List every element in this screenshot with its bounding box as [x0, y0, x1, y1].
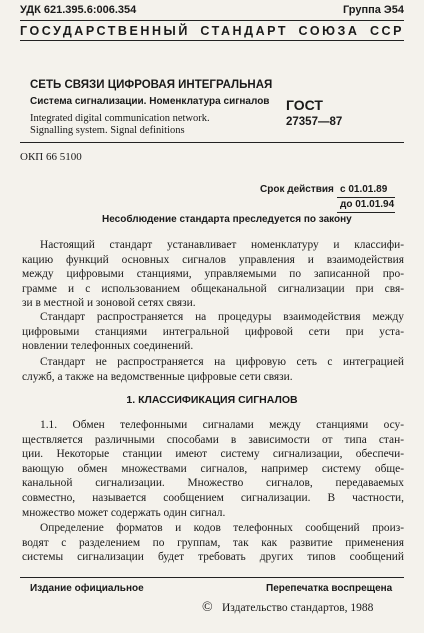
text-line: системы сигнализации будет требовать других типов сообщений — [22, 551, 404, 564]
text-line: грамме и с использованием общеканальной сигнализации при свя- — [22, 282, 404, 295]
intro-paragraph-1 — [22, 238, 404, 311]
text-line: между цифровыми станциями, управляемыми по записанной про- — [22, 268, 404, 281]
udc-code: УДК 621.395.6:006.354 — [20, 4, 137, 16]
text-line: цифровыми станциями интегральной цифровой сети при уста- — [22, 325, 404, 338]
group-code: Группа Э54 — [342, 4, 404, 16]
text-line: зи в местной и зоновой сетях связи. — [22, 297, 196, 310]
text-line: Определение форматов и кодов телефонных сообщений произ- — [40, 522, 404, 534]
text-line: вающую обмен множествами сигналов, например систему обще- — [22, 462, 404, 475]
publisher: Издательство стандартов, 1988 — [222, 602, 374, 614]
text-line: 1.1. Обмен телефонными сигналами между станциями осу- — [40, 419, 404, 431]
intro-paragraph-3 — [22, 355, 404, 384]
english-title-line2: Signalling system. Signal definitions — [30, 125, 185, 136]
text-line: Настоящий стандарт устанавливает номенклатуру и классифи- — [40, 239, 404, 251]
text-line: ществляется различными способами в зависимости от типа стан- — [22, 433, 404, 446]
intro-paragraph-2 — [22, 310, 404, 354]
official-edition: Издание официальное — [30, 583, 144, 594]
reprint-prohibited: Перепечатка воспрещена — [266, 583, 393, 594]
title-block-rule — [20, 142, 404, 143]
footer-rule — [20, 577, 404, 578]
text-line: водят с разделением по группам, так как развитие применения — [22, 536, 404, 549]
header-bottom-rule — [20, 40, 404, 41]
okp-code: ОКП 66 5100 — [20, 151, 82, 163]
text-line: Стандарт не распространяется на цифровую сеть с интеграцией — [40, 356, 404, 368]
validity-from: с 01.01.89 — [340, 184, 388, 195]
section-paragraph-1 — [22, 418, 404, 520]
validity-to: до 01.01.94 — [340, 199, 395, 210]
text-line: ции. Некоторые станции имеют систему сигнализации, обеспечи- — [22, 448, 404, 461]
gost-label: ГОСТ — [286, 97, 323, 113]
copyright-icon: © — [202, 600, 213, 615]
text-line: канальной сигнализации. Множество сигналов, передаваемых — [22, 477, 404, 490]
gost-number: 27357—87 — [286, 116, 343, 128]
text-line: Стандарт распространяется на процедуры взаимодействия между — [40, 311, 404, 323]
validity-rule-2 — [337, 212, 395, 213]
validity-rule-1 — [337, 197, 395, 198]
text-line: служб, а также на ведомственные цифровые сети связи. — [22, 370, 293, 383]
validity-label: Срок действия — [260, 184, 334, 195]
document-subtitle: Система сигнализации. Номенклатура сигналов — [30, 96, 270, 107]
legal-notice: Несоблюдение стандарта преследуется по закону — [102, 214, 352, 225]
text-line: множество может содержать один сигнал. — [22, 506, 226, 519]
english-title-line1: Integrated digital communication network. — [30, 113, 210, 124]
text-line: новлении телефонных соединений. — [22, 340, 194, 353]
section-heading: 1. КЛАССИФИКАЦИЯ СИГНАЛОВ — [126, 394, 298, 406]
text-line: кацию функций основных сигналов управления и взаимодействия — [22, 253, 404, 266]
document-title: СЕТЬ СВЯЗИ ЦИФРОВАЯ ИНТЕГРАЛЬНАЯ — [30, 79, 273, 91]
section-paragraph-2 — [22, 521, 404, 565]
header-top-rule — [20, 20, 404, 21]
state-standard-banner: ГОСУДАРСТВЕННЫЙ СТАНДАРТ СОЮЗА ССР — [20, 24, 404, 38]
text-line: совместно, называется сообщением сигнализации. В частности, — [22, 491, 404, 504]
